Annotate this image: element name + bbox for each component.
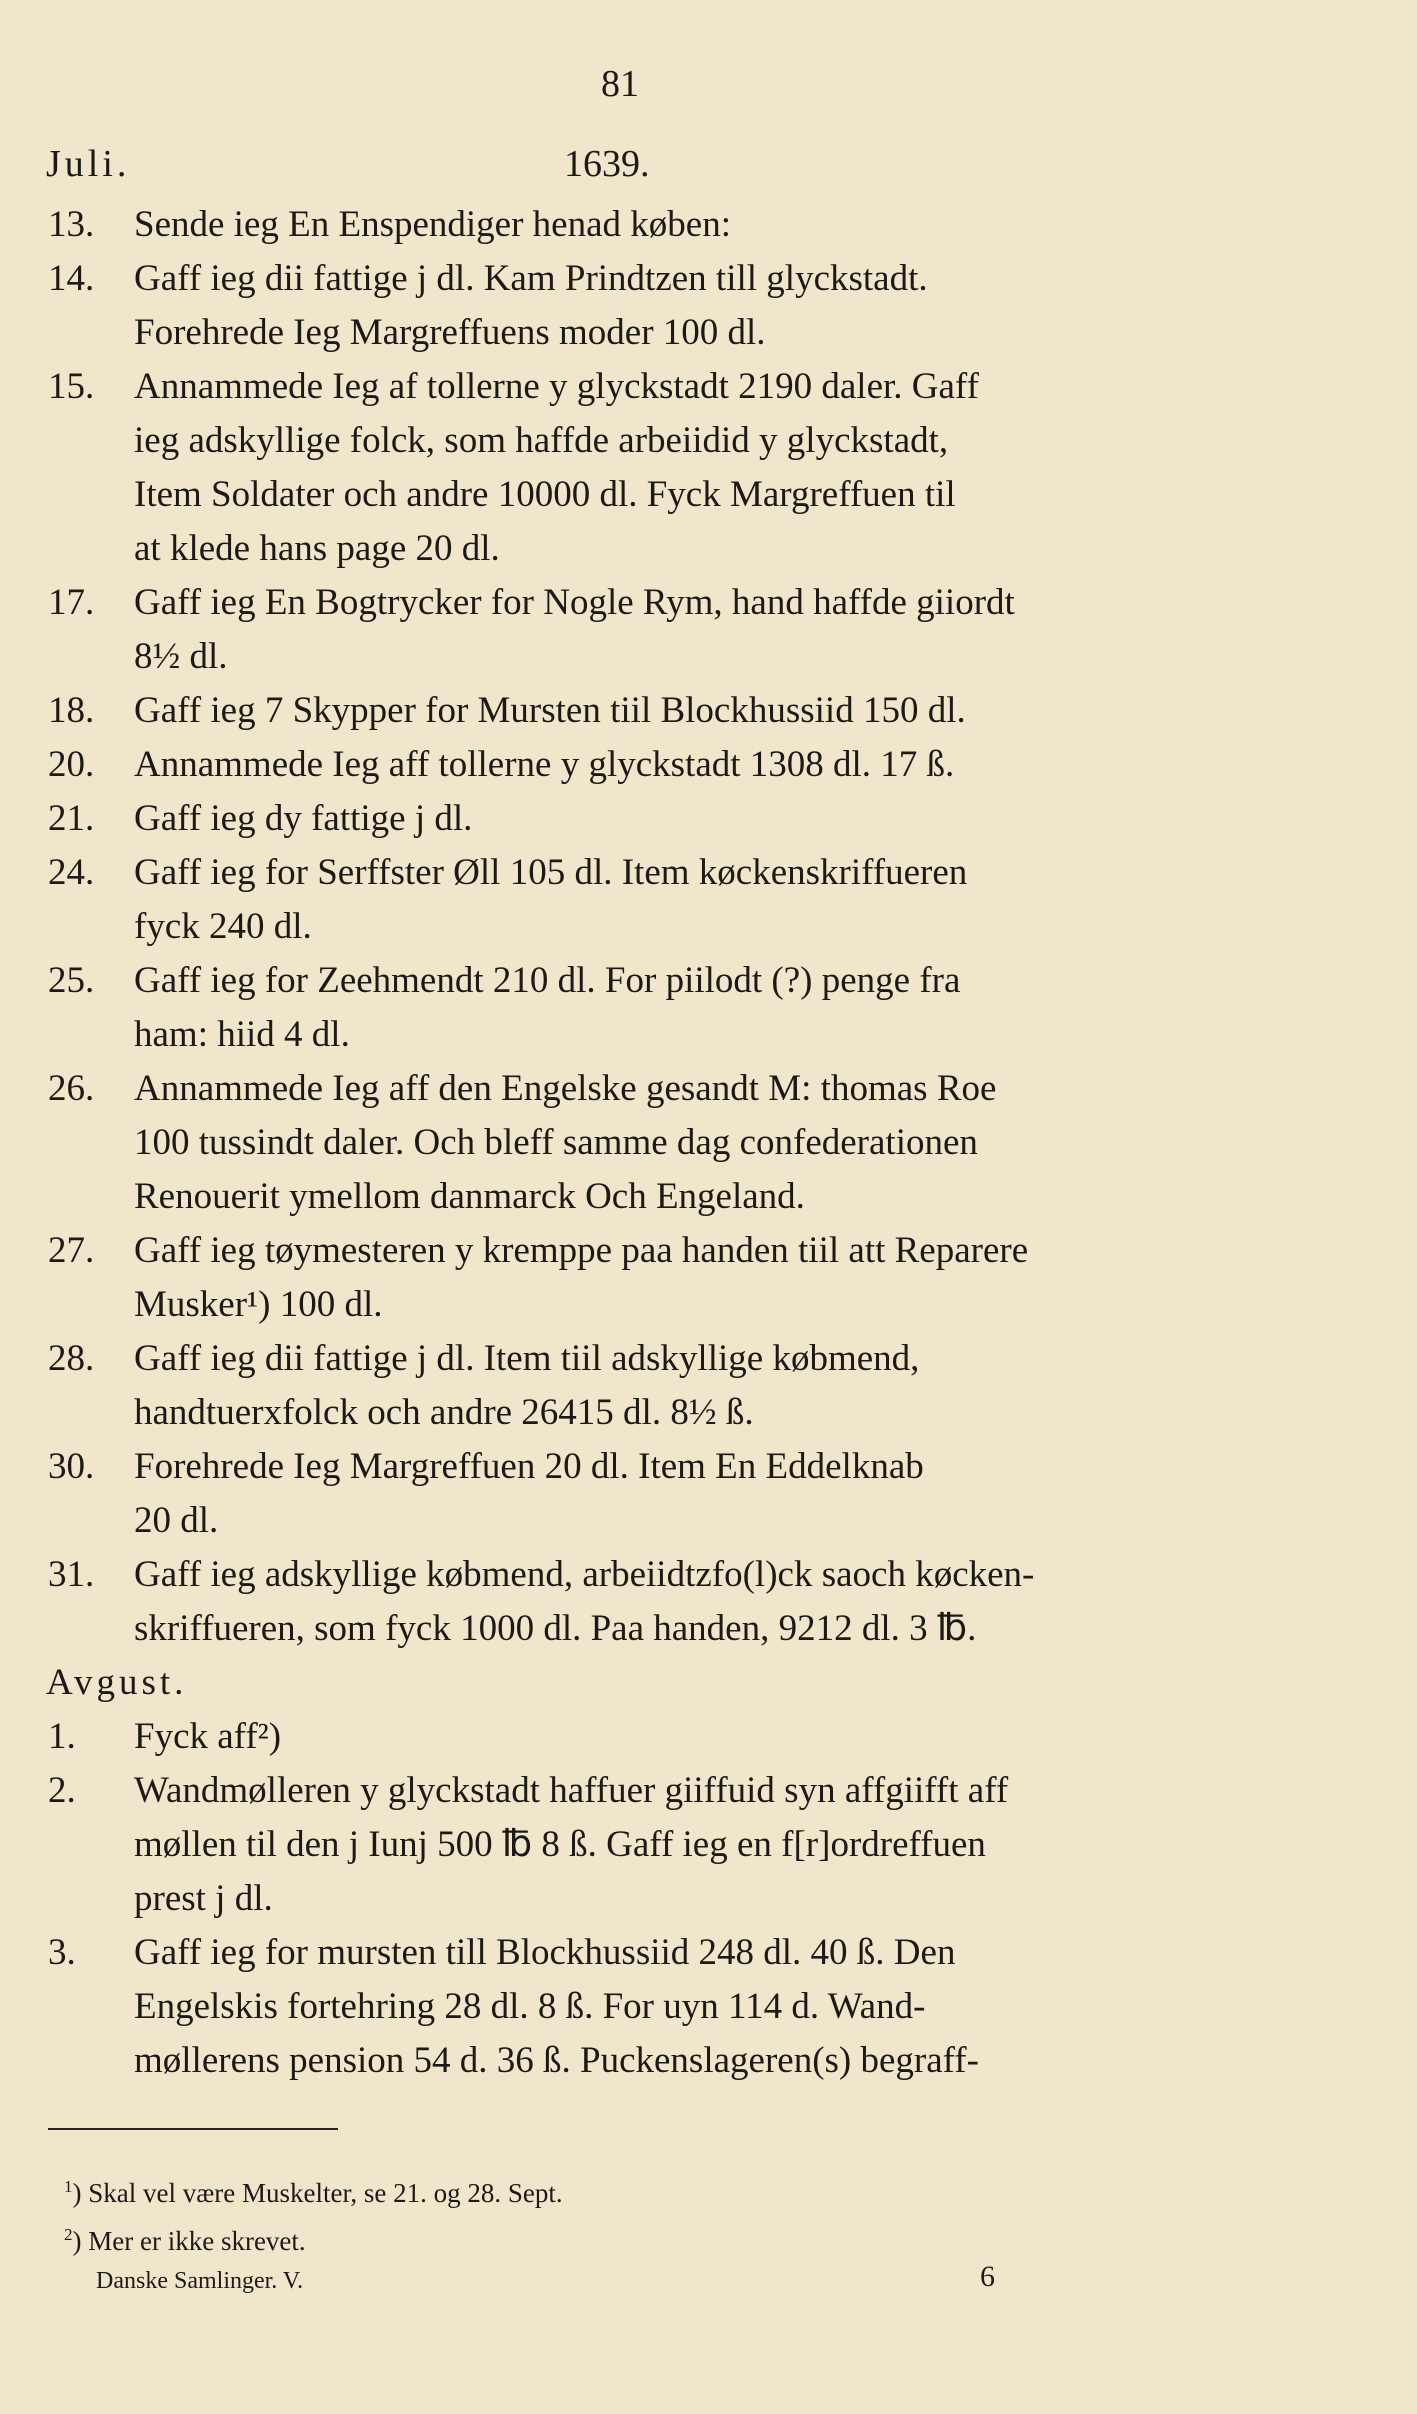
entry-day: 30.	[48, 1446, 95, 1487]
entry-line: prest j dl.	[134, 1878, 273, 1919]
entry-line: Forehrede Ieg Margreffuens moder 100 dl.	[134, 312, 766, 353]
diary-entry	[46, 792, 1216, 846]
entry-day: 15.	[48, 366, 95, 407]
entry-day: 28.	[48, 1338, 95, 1379]
page-footer	[96, 2260, 1016, 2295]
diary-entry	[46, 954, 1216, 1062]
entry-line: Annammede Ieg aff tollerne y glyckstadt 1308 dl. 17 ß.	[134, 744, 955, 785]
diary-entry	[46, 846, 1216, 954]
entry-line: fyck 240 dl.	[134, 906, 312, 947]
entry-line: Wandmølleren y glyckstadt haffuer giiffuid syn affgiifft aff	[134, 1770, 1009, 1811]
entry-line: Gaff ieg tøymesteren y kremppe paa handen tiil att Reparere	[134, 1230, 1029, 1271]
heading-year: 1639.	[564, 143, 650, 185]
entry-line: skriffueren, som fyck 1000 dl. Paa handen, 9212 dl. 3 ℔.	[134, 1608, 977, 1649]
entry-line: Gaff ieg dii fattige j dl. Item tiil adskyllige købmend,	[134, 1338, 920, 1379]
diary-entry	[46, 1224, 1216, 1332]
entry-line: Gaff ieg for Zeehmendt 210 dl. For piilodt (?) penge fra	[134, 960, 961, 1001]
footnote-paren: )	[72, 2226, 89, 2256]
footnotes	[64, 2166, 563, 2262]
entry-line: Gaff ieg 7 Skypper for Mursten tiil Blockhussiid 150 dl.	[134, 690, 966, 731]
entry-line: Gaff ieg dii fattige j dl. Kam Prindtzen till glyckstadt.	[134, 258, 928, 299]
entry-day: 3.	[48, 1932, 76, 1973]
entry-line: 20 dl.	[134, 1500, 219, 1541]
entry-day: 31.	[48, 1554, 95, 1595]
entry-line: Gaff ieg adskyllige købmend, arbeiidtzfo(l)ck saoch køcken-	[134, 1554, 1035, 1595]
entry-line: møllerens pension 54 d. 36 ß. Puckenslageren(s) begraff-	[134, 2040, 979, 2081]
entry-day: 24.	[48, 852, 95, 893]
footnote	[64, 2166, 563, 2214]
entry-line: Fyck aff²)	[134, 1716, 282, 1757]
diary-entry	[46, 198, 1216, 252]
footnote-paren: )	[72, 2178, 89, 2208]
month-heading	[46, 142, 1206, 186]
heading-month: Juli.	[46, 143, 131, 185]
entry-line: at klede hans page 20 dl.	[134, 528, 500, 569]
footer-signature: 6	[980, 2260, 995, 2293]
entry-day: 27.	[48, 1230, 95, 1271]
entry-line: Renouerit ymellom danmarck Och Engeland.	[134, 1176, 805, 1217]
diary-entry	[46, 1710, 1216, 1764]
entry-line: Forehrede Ieg Margreffuen 20 dl. Item En Eddelknab	[134, 1446, 924, 1487]
footnote-rule	[48, 2128, 338, 2130]
diary-entry	[46, 1548, 1216, 1656]
footnote-text: Mer er ikke skrevet.	[88, 2226, 306, 2256]
entry-line: Gaff ieg dy fattige j dl.	[134, 798, 473, 839]
entry-line: ham: hiid 4 dl.	[134, 1014, 350, 1055]
diary-entry	[46, 252, 1216, 360]
footnote-mark: 1	[64, 2177, 73, 2196]
footnote-text: Skal vel være Muskelter, se 21. og 28. Sept.	[88, 2178, 563, 2208]
entry-line: Musker¹) 100 dl.	[134, 1284, 383, 1325]
entry-line: handtuerxfolck och andre 26415 dl. 8½ ß.	[134, 1392, 754, 1433]
diary-entries	[46, 198, 1216, 2088]
diary-entry	[46, 576, 1216, 684]
month-label-august: Avgust.	[46, 1662, 188, 1703]
diary-entry	[46, 738, 1216, 792]
diary-entry	[46, 1062, 1216, 1224]
diary-entry	[46, 1926, 1216, 2088]
entry-line: Annammede Ieg af tollerne y glyckstadt 2190 daler. Gaff	[134, 366, 979, 407]
entry-day: 25.	[48, 960, 95, 1001]
diary-entry	[46, 360, 1216, 576]
entry-day: 18.	[48, 690, 95, 731]
page-number: 81	[601, 63, 639, 105]
entry-day: 1.	[48, 1716, 76, 1757]
entry-day: 17.	[48, 582, 95, 623]
entry-day: 2.	[48, 1770, 76, 1811]
diary-entry	[46, 1764, 1216, 1926]
entry-line: Item Soldater och andre 10000 dl. Fyck Margreffuen til	[134, 474, 956, 515]
diary-entry	[46, 684, 1216, 738]
diary-entry	[46, 1440, 1216, 1548]
entry-day: 20.	[48, 744, 95, 785]
entry-day: 14.	[48, 258, 95, 299]
entry-line: Annammede Ieg aff den Engelske gesandt M: thomas Roe	[134, 1068, 997, 1109]
entry-line: 100 tussindt daler. Och bleff samme dag confederationen	[134, 1122, 978, 1163]
entry-day: 21.	[48, 798, 95, 839]
entry-line: ieg adskyllige folck, som haffde arbeiidid y glyckstadt,	[134, 420, 949, 461]
entry-line: Sende ieg En Enspendiger henad køben:	[134, 204, 731, 245]
entry-line: møllen til den j Iunj 500 ℔ 8 ß. Gaff ieg en f[r]ordreffuen	[134, 1824, 986, 1865]
entry-line: Gaff ieg En Bogtrycker for Nogle Rym, hand haffde giiordt	[134, 582, 1015, 623]
footnote	[64, 2214, 563, 2262]
entry-day: 13.	[48, 204, 95, 245]
diary-entry	[46, 1332, 1216, 1440]
entry-day: 26.	[48, 1068, 95, 1109]
footnote-mark: 2	[64, 2225, 73, 2244]
entry-line: Engelskis fortehring 28 dl. 8 ß. For uyn 114 d. Wand-	[134, 1986, 926, 2027]
entry-line: Gaff ieg for Serffster Øll 105 dl. Item køckenskriffueren	[134, 852, 968, 893]
entry-line: Gaff ieg for mursten till Blockhussiid 248 dl. 40 ß. Den	[134, 1932, 956, 1973]
footer-series: Danske Samlinger. V.	[96, 2268, 304, 2294]
entry-line: 8½ dl.	[134, 636, 228, 677]
